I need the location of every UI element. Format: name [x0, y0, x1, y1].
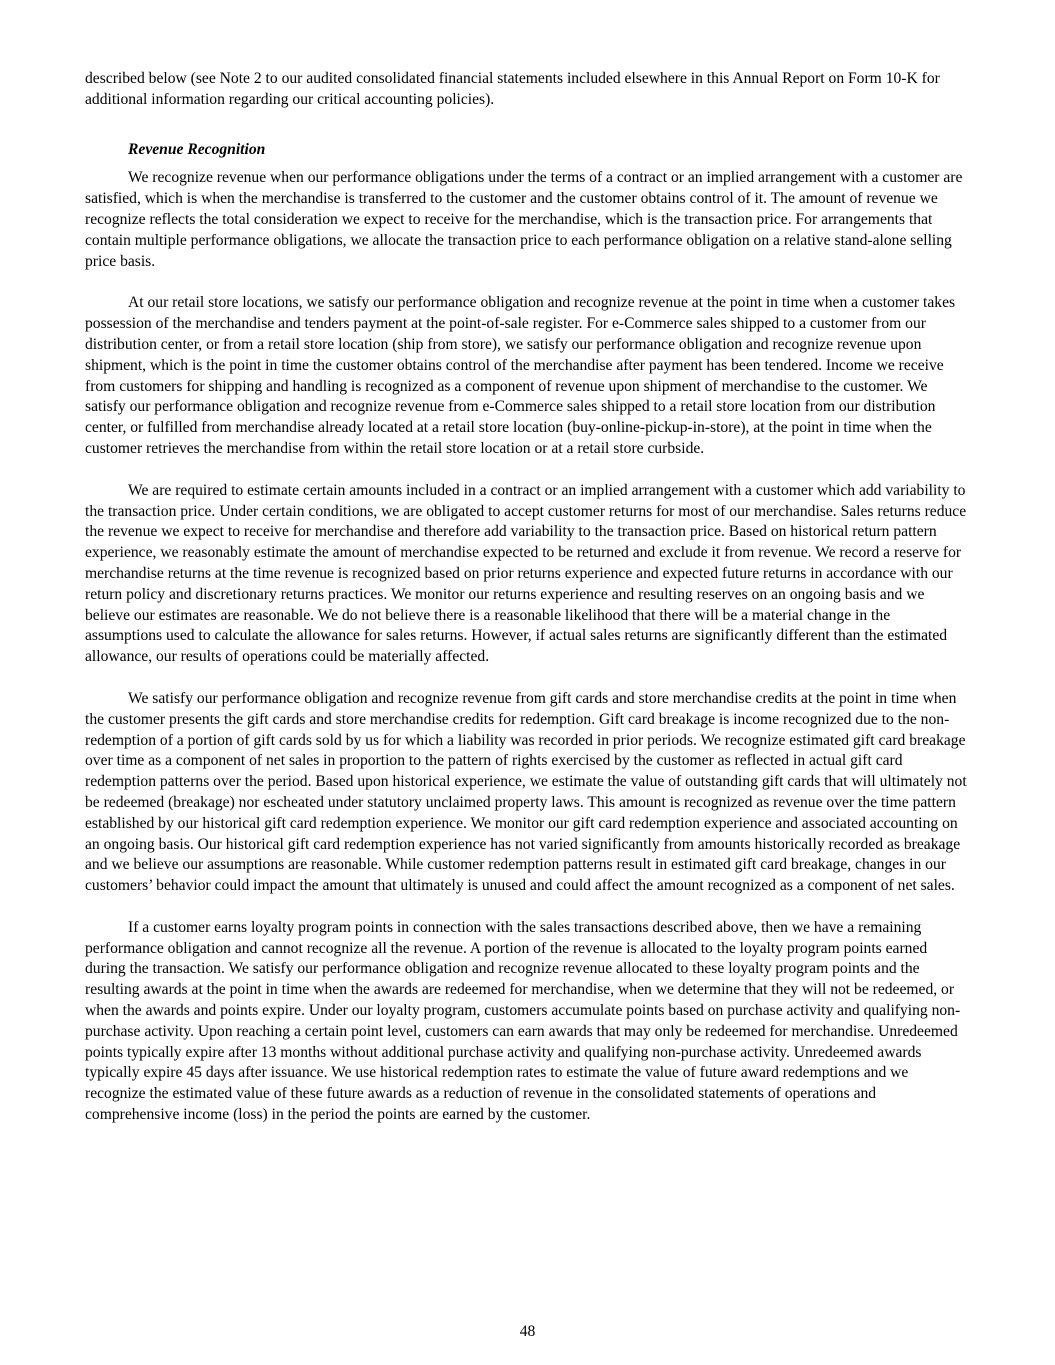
paragraph-revenue-recognition-overview: We recognize revenue when our performance obligations under the terms of a contract or an implied arrangement with a customer are satisfied, which is when the merchandise is transferred to the customer and the customer obtains control of it. The amount of revenue we recognize reflects the total consideration we expect to receive for the merchandise, which is the transaction price. For arrangements that contain multiple performance obligations, we allocate the transaction price to each performance obligation on a relative stand-alone selling price basis. — [85, 169, 963, 270]
paragraph-sales-returns: We are required to estimate certain amounts included in a contract or an implied arrangement with a customer which add variability to the transaction price. Under certain conditions, we are obligated to accept customer returns for most of our merchandise. Sales returns reduce the revenue we expect to receive for merchandise and therefore add variability to the transaction price. Based on historical return pattern experience, we reasonably estimate the amount of merchandise expected to be returned and exclude it from revenue. We record a reserve for merchandise returns at the time revenue is recognized based on prior returns experience and expected future returns in accordance with our return policy and discretionary returns practices. We monitor our returns experience and resulting reserves on an ongoing basis and we believe our estimates are reasonable. We do not believe there is a reasonable likelihood that there will be a material change in the assumptions used to calculate the allowance for sales returns. However, if actual sales returns are significantly different than the estimated allowance, our results of operations could be materially affected. — [85, 481, 967, 666]
document-page — [85, 69, 970, 1147]
section-heading: Revenue Recognition — [128, 140, 266, 158]
paragraph-loyalty-program: If a customer earns loyalty program points in connection with the sales transactions described above, then we have a remaining performance obligation and cannot recognize all the revenue. A portion of the revenue is allocated to the loyalty program points earned during the transaction. We satisfy our performance obligation and recognize revenue allocated to these loyalty program points and the resulting awards at the point in time when the awards are redeemed for merchandise, when we determine that they will not be redeemed, or when the awards and points expire. Under our loyalty program, customers accumulate points based on purchase activity and qualifying non-purchase activity. Upon reaching a certain point level, customers can earn awards that may only be redeemed for merchandise. Unredeemed points typically expire after 13 months without additional purchase activity and qualifying non-purchase activity. Unredeemed awards typically expire 45 days after issuance. We use historical redemption rates to estimate the value of future award redemptions and we recognize the estimated value of these future awards as a reduction of revenue in the consolidated statements of operations and comprehensive income (loss) in the period the points are earned by the customer. — [85, 918, 961, 1124]
continuation-paragraph: described below (see Note 2 to our audited consolidated financial statements included elsewhere in this Annual Report on Form 10-K for additional information regarding our critical accounting policies). — [85, 70, 940, 108]
paragraph-retail-and-ecommerce: At our retail store locations, we satisfy our performance obligation and recognize revenue at the point in time when a customer takes possession of the merchandise and tenders payment at the point-of-sale register. For e-Commerce sales shipped to a customer from our distribution center, or from a retail store location (ship from store), we satisfy our performance obligation and recognize revenue upon shipment, which is the point in time the customer obtains control of the merchandise after payment has been tendered. Income we receive from customers for shipping and handling is recognized as a component of revenue upon shipment of merchandise to the customer. We satisfy our performance obligation and recognize revenue from e-Commerce sales shipped to a retail store location from our distribution center, or fulfilled from merchandise already located at a retail store location (buy-online-pickup-in-store), at the point in time when the customer retrieves the merchandise from within the retail store location or at a retail store curbside. — [85, 294, 956, 457]
page-number: 48 — [519, 1323, 536, 1340]
paragraph-gift-cards: We satisfy our performance obligation and recognize revenue from gift cards and store merchandise credits at the point in time when the customer presents the gift cards and store merchandise credits for redemption. Gift card breakage is income recognized due to the non-redemption of a portion of gift cards sold by us for which a liability was recorded in prior periods. We recognize estimated gift card breakage over time as a component of net sales in proportion to the pattern of rights exercised by the customer as reflected in actual gift card redemption patterns over the period. Based upon historical experience, we estimate the value of outstanding gift cards that will ultimately not be redeemed (breakage) nor escheated under statutory unclaimed property laws. This amount is recognized as revenue over the time pattern established by our historical gift card redemption experience. We monitor our gift card redemption experience and associated accounting on an ongoing basis. Our historical gift card redemption experience has not varied significantly from amounts historically recorded as breakage and we believe our assumptions are reasonable. While customer redemption patterns result in estimated gift card breakage, changes in our customers’ behavior could impact the amount that ultimately is unused and could affect the amount recognized as a component of net sales. — [85, 689, 967, 895]
